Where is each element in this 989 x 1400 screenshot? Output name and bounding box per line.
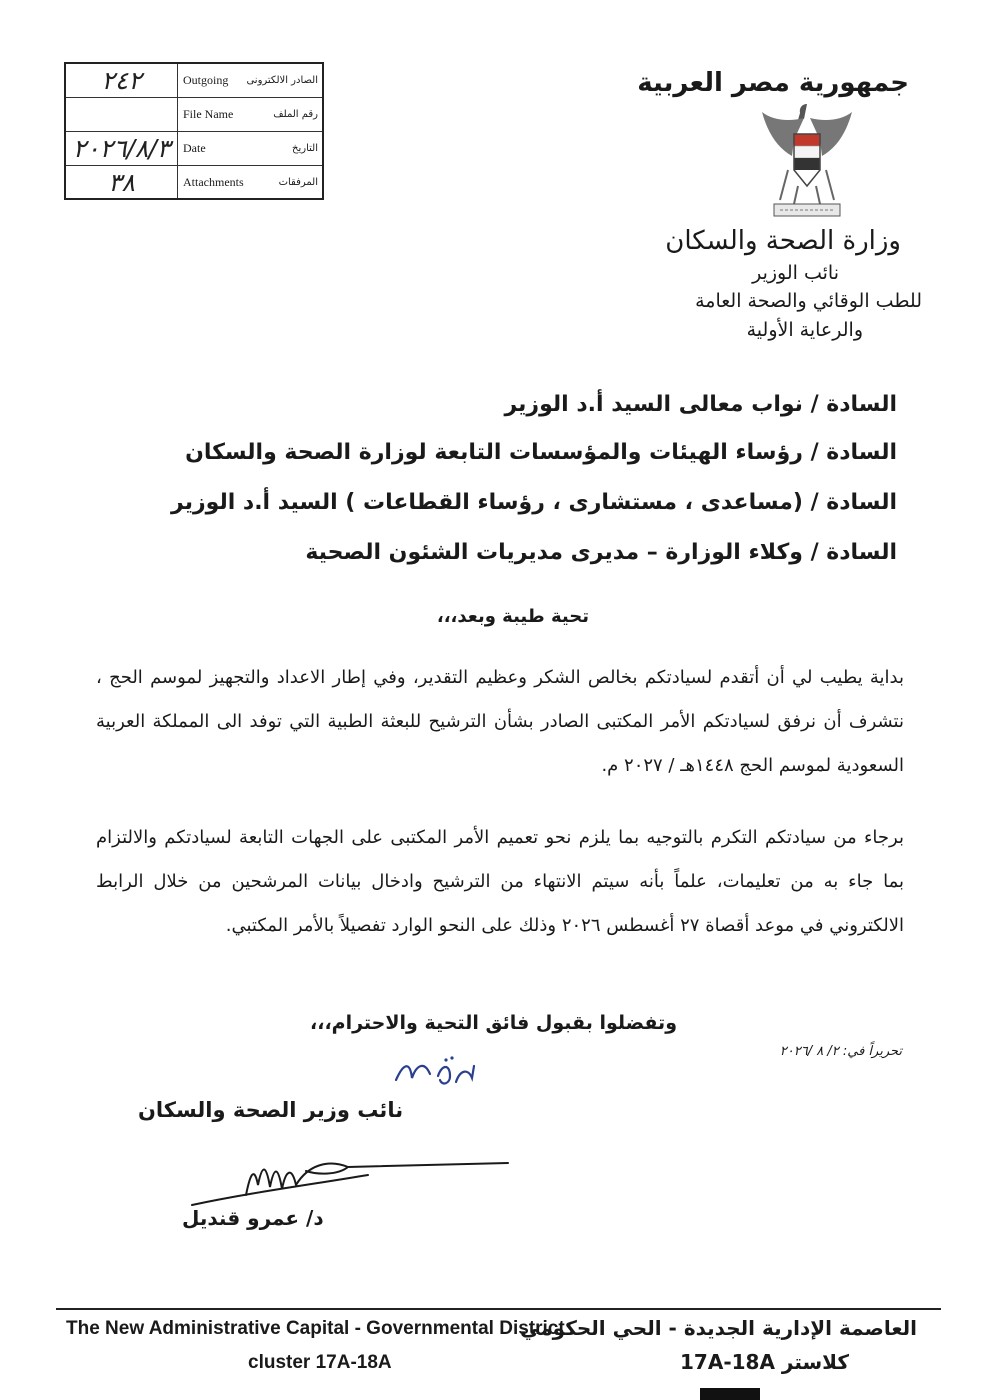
ref-label-en: Date [183,141,206,155]
addressee-line: السادة / وكلاء الوزارة – مديرى مديريات الشئون الصحية [305,540,897,565]
sector-line-2: والرعاية الأولية [746,319,863,341]
addressee-line: السادة / (مساعدى ، مستشارى ، رؤساء القطاعات ) السيد أ.د الوزير [171,490,897,515]
ref-label-ar: التاريخ [292,143,318,154]
signatory-title: نائب وزير الصحة والسكان [138,1098,404,1122]
footer-mark [700,1388,760,1400]
outgoing-reference-box [64,62,324,200]
date-written: تحريراً في: ٢/ ٨ /٢٠٢٦ [779,1044,902,1059]
footer-address-ar: العاصمة الإدارية الجديدة - الحي الحكومي [520,1316,917,1340]
addressee-line: السادة / رؤساء الهيئات والمؤسسات التابعة لوزارة الصحة والسكان [185,440,897,465]
ref-label-ar: المرفقات [278,176,318,188]
footer-cluster-ar: كلاستر 17A-18A [680,1350,849,1374]
ref-row-outgoing [66,64,322,98]
ref-value [66,98,178,131]
republic-title: جمهورية مصر العربية [637,68,909,98]
eagle-emblem-icon [758,100,856,226]
closing-line: وتفضلوا بقبول فائق التحية والاحترام،،، [310,1012,677,1034]
footer-divider [56,1308,941,1310]
greeting: تحية طيبة وبعد،،، [436,606,589,627]
ref-label-en: Outgoing [183,73,229,87]
addressee-line: السادة / نواب معالى السيد أ.د الوزير [504,392,897,417]
footer-cluster-en: cluster 17A-18A [248,1352,392,1373]
signature-icon [188,1145,518,1215]
ref-value: ٢٤٢ [66,64,178,97]
ref-label-ar: رقم الملف [273,109,318,120]
sector-line-1: للطب الوقائي والصحة العامة [695,290,922,312]
ref-label-en: File Name [183,107,234,121]
ref-label-en: Attachments [183,174,244,189]
ref-row-file-name [66,98,322,132]
ministry-name: وزارة الصحة والسكان [665,226,901,256]
body-paragraph: بداية يطيب لي أن أتقدم لسيادتكم بخالص الشكر وعظيم التقدير، وفي إطار الاعداد والتجهيز لموسم الحج ، نتشرف أن نرفق لسيادتكم الأمر المكتبى الصادر بشأن الترشيح للبعثة الطبية التي توفد الى المملكة العربية السعودية لموسم الحج ١٤٤٨هـ / ٢٠٢٧ م. [96,667,904,776]
footer-address-en: The New Administrative Capital - Governmental District [66,1318,565,1339]
ref-row-date [66,132,322,166]
ref-label-ar: الصادر الالكترونى [246,75,318,86]
deputy-minister-title: نائب الوزير [752,262,839,284]
body-paragraph: برجاء من سيادتكم التكرم بالتوجيه بما يلزم نحو تعميم الأمر المكتبى على الجهات التابعة لسيادتكم والالتزام بما جاء به من تعليمات، علماً بأنه سيتم الانتهاء من الترشيح وادخال بيانات المرشحين من خلال الرابط الالكتروني في موعد أقصاة ٢٧ أغسطس ٢٠٢٦ وذلك على النحو الوارد تفصيلاً بالأمر المكتبي. [96,827,904,936]
ref-value: ٢٠٢٦/٨/٣ [66,132,178,165]
ref-value: ٣٨ [66,166,178,198]
handwritten-note-icon [390,1052,480,1092]
signatory-name: د/ عمرو قنديل [182,1206,324,1230]
ref-row-attachments [66,166,322,198]
